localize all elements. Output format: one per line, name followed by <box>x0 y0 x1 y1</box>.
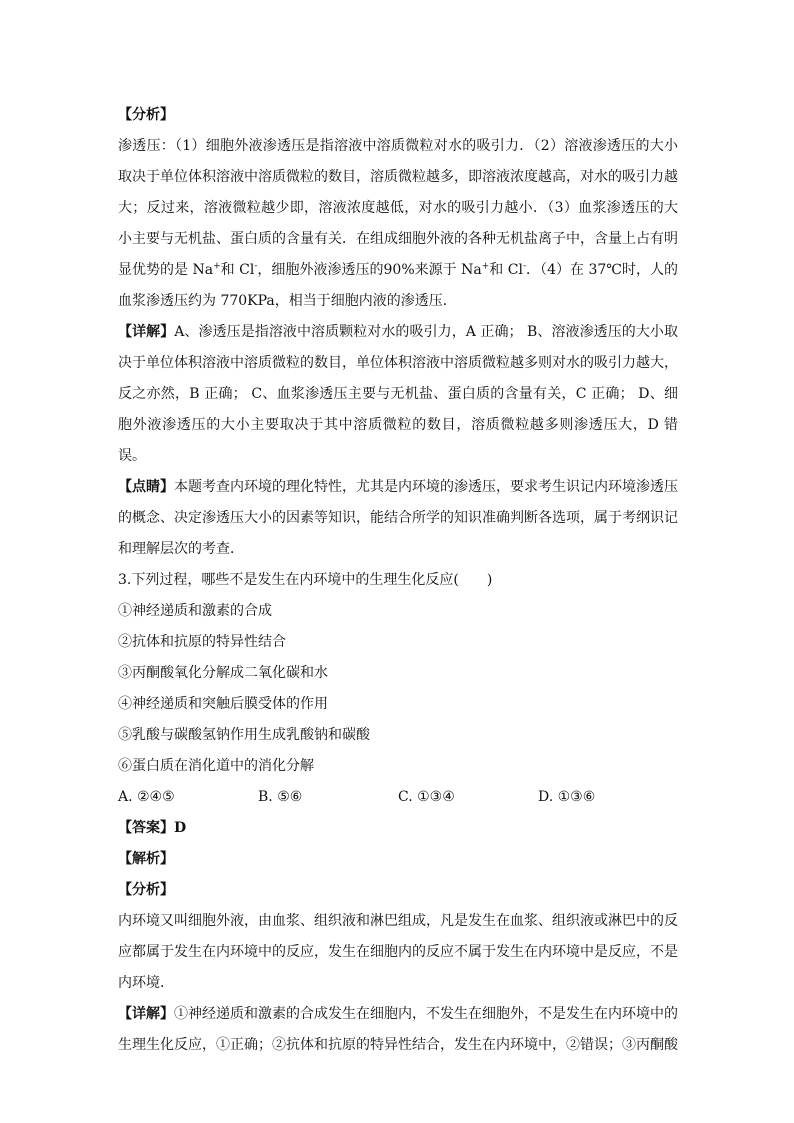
option-a: A. ②④⑤ <box>118 789 175 805</box>
page-content <box>118 100 678 1061</box>
question-item-6: ⑥蛋白质在消化道中的消化分解 <box>118 758 314 774</box>
detail-paragraph <box>118 317 678 472</box>
answer-line: 【答案】D <box>118 820 187 836</box>
analysis3-heading: 【分析】 <box>118 882 174 898</box>
question-item-4: ④神经递质和突触后膜受体的作用 <box>118 696 328 712</box>
comment-paragraph <box>118 472 678 565</box>
question-item-5: ⑤乳酸与碳酸氢钠作用生成乳酸钠和碳酸 <box>118 727 370 743</box>
question-item-3: ③丙酮酸氧化分解成二氧化碳和水 <box>118 665 328 681</box>
answer-options <box>118 782 678 813</box>
analysis3-paragraph: 内环境又叫细胞外液，由血浆、组织液和淋巴组成，凡是发生在血浆、组织液或淋巴中的反应都属于发生在内环境中的反应，发生在细胞内的反应不属于发生在内环境中是反应，不是内环境． <box>118 913 678 991</box>
detail3-paragraph <box>118 999 678 1061</box>
comment-tag: 【点睛】 <box>118 479 174 495</box>
detail-text: A、渗透压是指溶液中溶质颗粒对水的吸引力，A 正确； B、溶液渗透压的大小取决于单位体积溶液中溶质微粒的数目，单位体积溶液中溶质微粒越多则对水的吸引力越大，反之亦然，B 正确； C、血浆渗透压主要与无机盐、蛋白质的含量有关，C 正确； D、细胞外液渗透压的大小主要取决于其中溶质微粒的数目，溶质微粒越多则渗透压大，D 错误。 <box>118 324 678 464</box>
comment-text: 本题考查内环境的理化特性，尤其是内环境的渗透压，要求考生识记内环境渗透压的概念、决定渗透压大小的因素等知识，能结合所学的知识准确判断各选项，属于考纲识记和理解层次的考查． <box>118 479 678 557</box>
analysis-heading: 【分析】 <box>118 107 174 123</box>
question-stem: 3.下列过程，哪些不是发生在内环境中的生理生化反应( ) <box>118 572 493 588</box>
parse-heading: 【解析】 <box>118 851 174 867</box>
detail3-tag: 【详解】 <box>118 1006 174 1022</box>
option-b: B. ⑤⑥ <box>258 789 303 805</box>
detail3-text: ①神经递质和激素的合成发生在细胞内，不发生在细胞外，不是发生在内环境中的生理生化反应，①正确；②抗体和抗原的特异性结合，发生在内环境中，②错误；③丙酮酸 <box>118 1006 678 1053</box>
question-item-2: ②抗体和抗原的特异性结合 <box>118 634 286 650</box>
option-c: C. ①③④ <box>398 789 455 805</box>
option-d: D. ①③⑥ <box>538 789 596 805</box>
question-item-1: ①神经递质和激素的合成 <box>118 603 272 619</box>
detail-tag: 【详解】 <box>118 324 175 340</box>
analysis-paragraph: 渗透压：（1）细胞外液渗透压是指溶液中溶质微粒对水的吸引力．（2）溶液渗透压的大小取决于单位体积溶液中溶质微粒的数目，溶质微粒越多，即溶液浓度越高，对水的吸引力越大；反过来，溶液微粒越少即，溶液浓度越低，对水的吸引力越小．（3）血浆渗透压的大小主要与无机盐、蛋白质的含量有关．在组成细胞外液的各种无机盐离子中，含量上占有明显优势的是 Na+和 Cl-，细胞外液渗透压的90%来源于 Na+和 Cl-．（4）在 37℃时，人的血浆渗透压约为 770KPa，相当于细胞内液的渗透压． <box>118 138 679 309</box>
